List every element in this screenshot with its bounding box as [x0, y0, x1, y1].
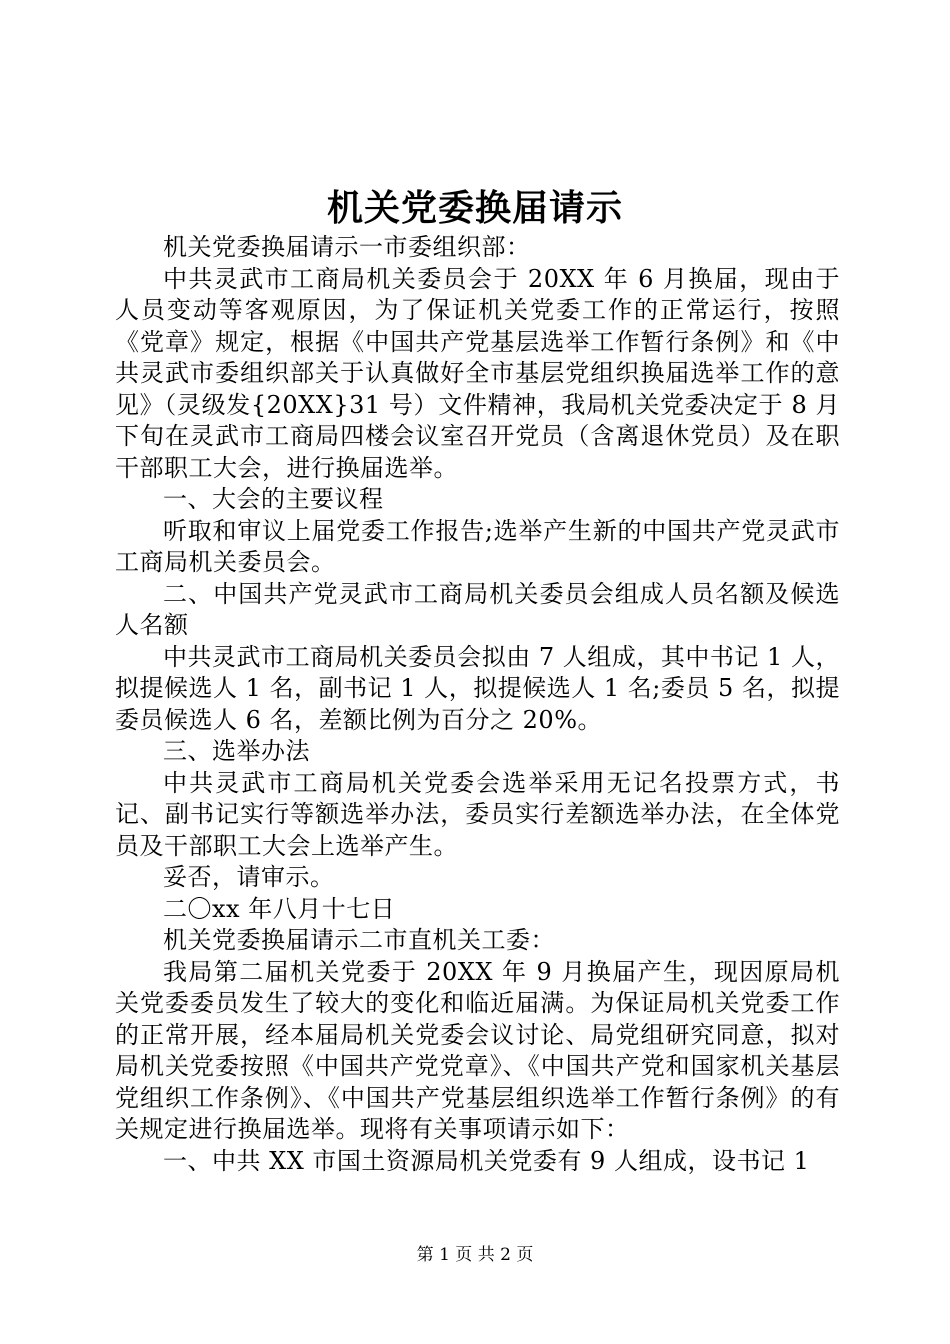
paragraph: 听取和审议上届党委工作报告;选举产生新的中国共产党灵武市工商局机关委员会。	[115, 516, 840, 576]
paragraph: 中共灵武市工商局机关党委会选举采用无记名投票方式，书记、副书记实行等额选举办法，委员实行差额选举办法，在全体党员及干部职工大会上选举产生。	[115, 768, 840, 860]
paragraph: 中共灵武市工商局机关委员会于 20XX 年 6 月换届，现由于人员变动等客观原因，为了保证机关党委工作的正常运行，按照《党章》规定，根据《中国共产党基层选举工作暂行条例》和《中共灵武市委组织部关于认真做好全市基层党组织换届选举工作的意见》（灵级发{20XX}31 号）文件精神，我局机关党委决定于 8 月下旬在灵武市工商局四楼会议室召开党员（含离退休党员）及在职干部职工大会，进行换届选举。	[115, 264, 840, 482]
paragraph: 机关党委换届请示二市直机关工委：	[163, 926, 555, 954]
document-body	[115, 232, 840, 1177]
paragraph: 机关党委换届请示一市委组织部：	[163, 233, 531, 261]
paragraph: 中共灵武市工商局机关委员会拟由 7 人组成，其中书记 1 人，拟提候选人 1 名，副书记 1 人，拟提候选人 1 名;委员 5 名，拟提委员候选人 6 名，差额比例为百分之 20%。	[115, 642, 840, 734]
paragraph: 二〇xx 年八月十七日	[163, 894, 396, 923]
document-title: 机关党委换届请示	[326, 187, 623, 229]
paragraph: 三、选举办法	[163, 737, 310, 765]
paragraph: 我局第二届机关党委于 20XX 年 9 月换届产生，现因原局机关党委委员发生了较大的变化和临近届满。为保证局机关党委工作的正常开展，经本届局机关党委会议讨论、局党组研究同意，拟对局机关党委按照《中国共产党党章》、《中国共产党和国家机关基层党组织工作条例》、《中国共产党基层组织选举工作暂行条例》的有关规定进行换届选举。现将有关事项请示如下：	[115, 957, 840, 1143]
paragraph: 一、中共 XX 市国土资源局机关党委有 9 人组成，设书记 1	[163, 1146, 810, 1175]
paragraph: 妥否，请审示。	[163, 863, 335, 891]
paragraph: 二、中国共产党灵武市工商局机关委员会组成人员名额及候选人名额	[115, 579, 840, 639]
paragraph: 一、大会的主要议程	[163, 485, 384, 513]
page-footer: 第 1 页 共 2 页	[416, 1245, 534, 1265]
